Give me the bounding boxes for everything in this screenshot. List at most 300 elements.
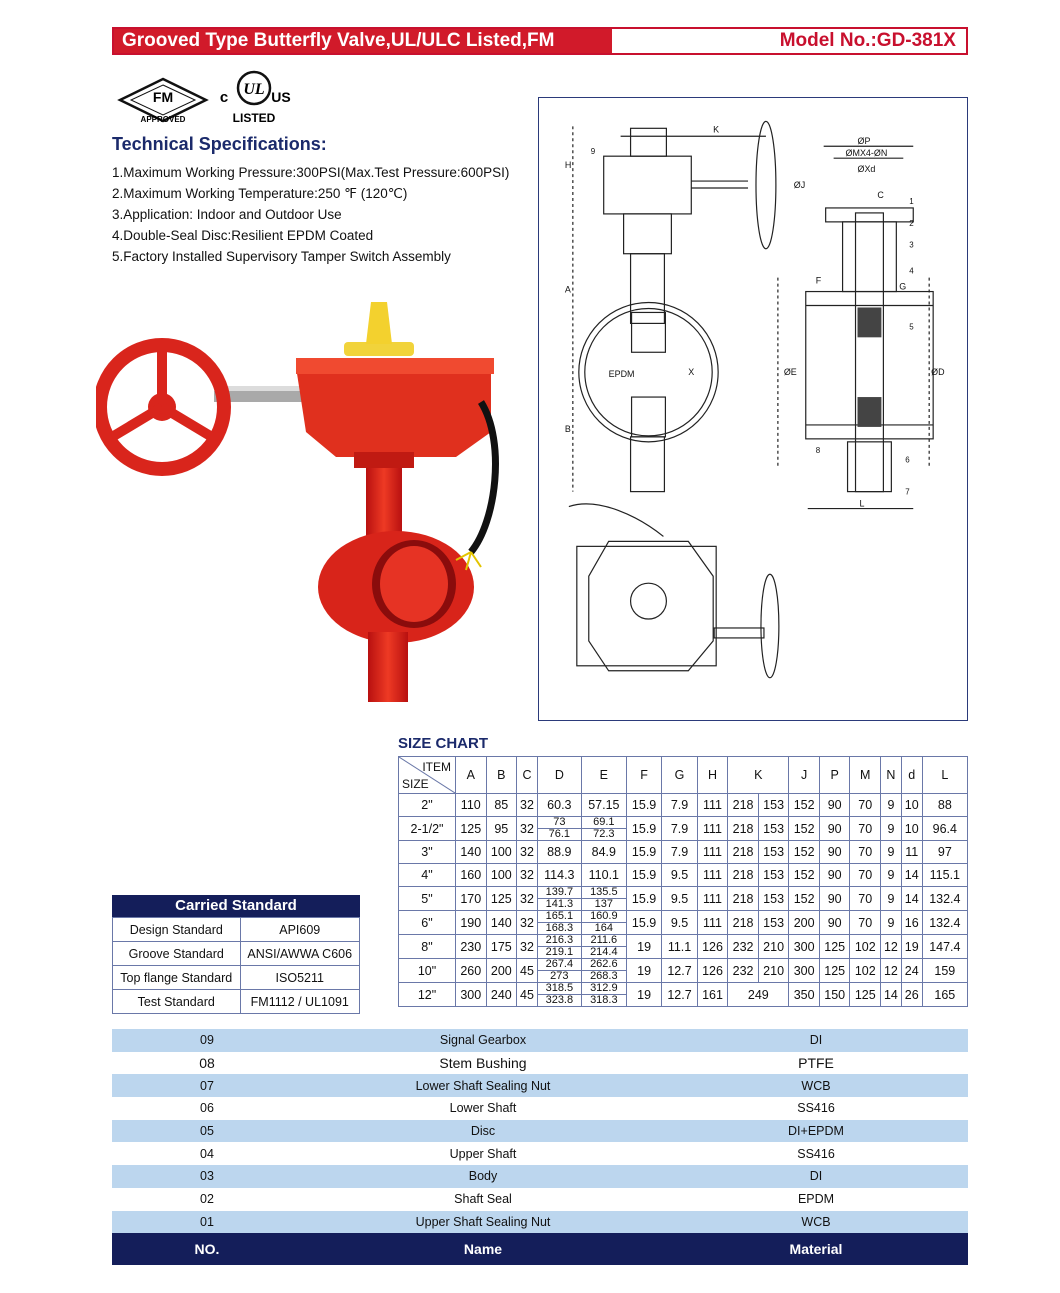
standard-value: ANSI/AWWA C606 bbox=[240, 942, 360, 966]
parts-row bbox=[112, 1097, 968, 1120]
dim-label: C bbox=[877, 189, 884, 200]
cell-h: 111 bbox=[697, 817, 728, 841]
cell-j: 152 bbox=[789, 864, 820, 887]
cell-e bbox=[581, 935, 626, 959]
table-row bbox=[399, 911, 968, 935]
standard-type: Design Standard bbox=[113, 918, 241, 942]
spec-item: 1.Maximum Working Pressure:300PSI(Max.Test Pressure:600PSI) bbox=[112, 165, 510, 180]
dim-label: G bbox=[899, 281, 907, 292]
dim-label: B bbox=[564, 423, 571, 434]
cell-h: 111 bbox=[697, 794, 728, 817]
cell-value: 318.5 bbox=[538, 983, 581, 995]
cell-value: 323.8 bbox=[545, 994, 574, 1006]
cell-j: 152 bbox=[789, 817, 820, 841]
cell-value: 69.1 bbox=[582, 817, 626, 829]
dim-label: A bbox=[564, 284, 571, 295]
ul-c: c bbox=[219, 89, 229, 106]
cell-a: 140 bbox=[456, 841, 487, 864]
cell-l: 88 bbox=[922, 794, 967, 817]
size-cell: 12" bbox=[399, 983, 456, 1007]
size-cell: 5" bbox=[399, 887, 456, 911]
size-chart-header-row bbox=[399, 757, 968, 794]
cell-f: 15.9 bbox=[626, 817, 661, 841]
cell-k: 153 bbox=[758, 864, 789, 887]
dim-label: EPDM bbox=[608, 369, 635, 380]
cell-value: 76.1 bbox=[548, 828, 571, 840]
part-callout: 5 bbox=[909, 322, 914, 332]
cell-g: 7.9 bbox=[662, 841, 697, 864]
table-row bbox=[399, 817, 968, 841]
part-no: 04 bbox=[200, 1146, 214, 1161]
table-row bbox=[399, 841, 968, 864]
cell-a: 125 bbox=[456, 817, 487, 841]
part-material: WCB bbox=[801, 1078, 831, 1093]
spec-item: 2.Maximum Working Temperature:250 ℉ (120℃) bbox=[112, 186, 408, 201]
cell-e bbox=[581, 983, 626, 1007]
size-chart-col-header: G bbox=[662, 757, 697, 794]
part-callout: 7 bbox=[905, 487, 910, 497]
size-chart-col-header: d bbox=[901, 757, 922, 794]
cell-f: 15.9 bbox=[626, 911, 661, 935]
size-cell: 6" bbox=[399, 911, 456, 935]
cell-h: 126 bbox=[697, 959, 728, 983]
cell-n: 9 bbox=[881, 794, 902, 817]
parts-row bbox=[112, 1029, 968, 1052]
cell-l: 147.4 bbox=[922, 935, 967, 959]
fm-sub: APPROVED bbox=[140, 115, 186, 124]
cell-value: 160.9 bbox=[582, 911, 626, 923]
cell-d: 24 bbox=[901, 959, 922, 983]
size-cell: 4" bbox=[399, 864, 456, 887]
part-callout: 3 bbox=[909, 240, 914, 250]
size-cell: 8" bbox=[399, 935, 456, 959]
cell-n: 12 bbox=[881, 959, 902, 983]
model-number: Model No.:GD-381X bbox=[779, 30, 956, 51]
cell-h: 111 bbox=[697, 864, 728, 887]
part-name: Lower Shaft bbox=[449, 1101, 517, 1116]
cell-e bbox=[581, 959, 626, 983]
cell-k: 218 bbox=[728, 817, 759, 841]
cell-c: 32 bbox=[517, 817, 538, 841]
parts-list bbox=[112, 1029, 968, 1265]
cell-f: 19 bbox=[626, 983, 661, 1007]
table-row bbox=[113, 942, 360, 966]
size-chart-col-header: J bbox=[789, 757, 820, 794]
cell-k: 232 bbox=[728, 935, 759, 959]
header-banner bbox=[112, 27, 968, 75]
part-material: SS416 bbox=[797, 1101, 835, 1116]
cell-l: 132.4 bbox=[922, 887, 967, 911]
cell-d bbox=[537, 817, 581, 841]
cell-g: 7.9 bbox=[662, 817, 697, 841]
table-row bbox=[399, 983, 968, 1007]
cell-d bbox=[537, 983, 581, 1007]
standard-type: Groove Standard bbox=[113, 942, 241, 966]
part-material: DI bbox=[809, 1033, 823, 1048]
part-name: Shaft Seal bbox=[454, 1192, 512, 1207]
cell-k: 218 bbox=[728, 841, 759, 864]
standard-type: Test Standard bbox=[113, 990, 241, 1014]
cell-k: 210 bbox=[758, 959, 789, 983]
cell-k: 232 bbox=[728, 959, 759, 983]
cell-b: 100 bbox=[486, 864, 517, 887]
dim-label: F bbox=[815, 275, 822, 286]
valve-product-image bbox=[96, 292, 536, 722]
parts-row bbox=[112, 1165, 968, 1188]
table-row bbox=[399, 887, 968, 911]
cell-a: 110 bbox=[456, 794, 487, 817]
cell-value: 141.3 bbox=[545, 898, 574, 910]
size-cell: 2" bbox=[399, 794, 456, 817]
cell-d: 14 bbox=[901, 887, 922, 911]
cell-value: 312.9 bbox=[582, 983, 626, 995]
cell-f: 15.9 bbox=[626, 794, 661, 817]
dim-label: K bbox=[713, 124, 720, 135]
cell-l: 115.1 bbox=[922, 864, 967, 887]
cell-l: 159 bbox=[922, 959, 967, 983]
part-no: 01 bbox=[200, 1214, 214, 1229]
spec-title: Technical Specifications: bbox=[112, 134, 327, 154]
table-row bbox=[113, 918, 360, 942]
part-callout: 6 bbox=[905, 455, 910, 465]
dim-label: ØD bbox=[931, 367, 945, 378]
cell-p: 150 bbox=[819, 983, 850, 1007]
cell-p: 90 bbox=[819, 817, 850, 841]
part-callout: 9 bbox=[590, 147, 596, 157]
technical-drawing bbox=[538, 97, 968, 721]
cell-g: 9.5 bbox=[662, 887, 697, 911]
size-chart-col-header: A bbox=[456, 757, 487, 794]
cell-m: 70 bbox=[850, 794, 881, 817]
cell-a: 160 bbox=[456, 864, 487, 887]
cell-d bbox=[537, 935, 581, 959]
dim-label: X bbox=[688, 367, 695, 378]
cell-b: 140 bbox=[486, 911, 517, 935]
cell-m: 70 bbox=[850, 817, 881, 841]
cell-j: 350 bbox=[789, 983, 820, 1007]
cell-m: 70 bbox=[850, 887, 881, 911]
part-no: 06 bbox=[200, 1101, 214, 1116]
cell-n: 9 bbox=[881, 841, 902, 864]
cell-value: 216.3 bbox=[538, 935, 581, 947]
cell-b: 175 bbox=[486, 935, 517, 959]
cell-value: 165.1 bbox=[538, 911, 581, 923]
cell-value: 73 bbox=[538, 817, 581, 829]
part-no: 02 bbox=[200, 1192, 214, 1207]
cell-f: 19 bbox=[626, 959, 661, 983]
cell-n: 12 bbox=[881, 935, 902, 959]
cell-n: 9 bbox=[881, 864, 902, 887]
cell-e bbox=[581, 817, 626, 841]
cell-d: 114.3 bbox=[537, 864, 581, 887]
corner-size-label: SIZE bbox=[402, 777, 429, 791]
cell-value: 267.4 bbox=[538, 959, 581, 971]
cell-e: 84.9 bbox=[581, 841, 626, 864]
part-name: Disc bbox=[470, 1124, 496, 1139]
cell-b: 125 bbox=[486, 887, 517, 911]
carried-standard-table bbox=[112, 917, 360, 1014]
cell-f: 15.9 bbox=[626, 887, 661, 911]
cell-m: 102 bbox=[850, 935, 881, 959]
ul-us: US bbox=[271, 89, 291, 105]
cell-value: 135.5 bbox=[582, 887, 626, 899]
cell-value: 72.3 bbox=[593, 828, 615, 840]
cell-value: 268.3 bbox=[590, 970, 618, 982]
table-row bbox=[399, 794, 968, 817]
cell-value: 137 bbox=[594, 898, 613, 910]
part-name: Upper Shaft Sealing Nut bbox=[415, 1214, 551, 1229]
table-row bbox=[399, 935, 968, 959]
size-chart-col-header: L bbox=[922, 757, 967, 794]
product-title: Grooved Type Butterfly Valve,UL/ULC Listed,FM Approved bbox=[114, 29, 612, 53]
part-no: 08 bbox=[199, 1055, 215, 1072]
cell-j: 152 bbox=[789, 794, 820, 817]
cell-l: 96.4 bbox=[922, 817, 967, 841]
size-cell: 3" bbox=[399, 841, 456, 864]
cell-h: 111 bbox=[697, 887, 728, 911]
table-row bbox=[399, 959, 968, 983]
size-chart-title: SIZE CHART bbox=[398, 735, 488, 752]
size-chart-col-header: D bbox=[537, 757, 581, 794]
size-chart-col-header: E bbox=[581, 757, 626, 794]
part-name: Signal Gearbox bbox=[439, 1033, 527, 1048]
cell-a: 190 bbox=[456, 911, 487, 935]
cell-k: 153 bbox=[758, 841, 789, 864]
ul-sub: LISTED bbox=[232, 111, 276, 125]
part-no: 03 bbox=[200, 1169, 214, 1184]
cell-a: 230 bbox=[456, 935, 487, 959]
size-cell: 2-1/2" bbox=[399, 817, 456, 841]
cell-b: 95 bbox=[486, 817, 517, 841]
cell-j: 200 bbox=[789, 911, 820, 935]
cell-k: 153 bbox=[758, 887, 789, 911]
table-row bbox=[399, 864, 968, 887]
cell-b: 85 bbox=[486, 794, 517, 817]
cell-e: 57.15 bbox=[581, 794, 626, 817]
cell-c: 32 bbox=[517, 864, 538, 887]
dim-label: ØE bbox=[783, 367, 797, 378]
cell-n: 9 bbox=[881, 817, 902, 841]
cell-c: 32 bbox=[517, 841, 538, 864]
cell-a: 300 bbox=[456, 983, 487, 1007]
cell-n: 9 bbox=[881, 911, 902, 935]
dim-label: ØP bbox=[857, 136, 871, 147]
cell-f: 15.9 bbox=[626, 864, 661, 887]
size-chart-col-header: F bbox=[626, 757, 661, 794]
cell-d: 60.3 bbox=[537, 794, 581, 817]
cell-d: 88.9 bbox=[537, 841, 581, 864]
cell-d: 11 bbox=[901, 841, 922, 864]
cell-f: 15.9 bbox=[626, 841, 661, 864]
cell-l: 165 bbox=[922, 983, 967, 1007]
ul-mark: UL bbox=[243, 81, 265, 98]
part-no: 07 bbox=[200, 1078, 214, 1093]
cell-p: 125 bbox=[819, 935, 850, 959]
cell-value: 168.3 bbox=[545, 922, 574, 934]
cell-l: 132.4 bbox=[922, 911, 967, 935]
parts-header-row bbox=[112, 1233, 968, 1265]
cell-p: 90 bbox=[819, 864, 850, 887]
cell-k: 210 bbox=[758, 935, 789, 959]
cell-m: 70 bbox=[850, 864, 881, 887]
size-chart-col-header: K bbox=[728, 757, 789, 794]
cell-p: 90 bbox=[819, 841, 850, 864]
cell-a: 260 bbox=[456, 959, 487, 983]
cell-value: 318.3 bbox=[590, 994, 618, 1006]
size-chart-col-header: C bbox=[517, 757, 538, 794]
cell-c: 32 bbox=[517, 887, 538, 911]
cell-h: 126 bbox=[697, 935, 728, 959]
parts-header-material: Material bbox=[789, 1241, 843, 1258]
cell-j: 300 bbox=[789, 935, 820, 959]
cell-m: 125 bbox=[850, 983, 881, 1007]
cell-value: 273 bbox=[550, 970, 569, 982]
cell-d bbox=[537, 887, 581, 911]
size-chart-col-header: H bbox=[697, 757, 728, 794]
parts-row bbox=[112, 1120, 968, 1143]
part-material: EPDM bbox=[797, 1192, 835, 1207]
parts-row bbox=[112, 1142, 968, 1165]
cell-e bbox=[581, 911, 626, 935]
dim-label: H bbox=[564, 160, 572, 171]
cell-e: 110.1 bbox=[581, 864, 626, 887]
cell-h: 161 bbox=[697, 983, 728, 1007]
cell-f: 19 bbox=[626, 935, 661, 959]
cell-k: 218 bbox=[728, 911, 759, 935]
table-row bbox=[113, 990, 360, 1014]
parts-row bbox=[112, 1074, 968, 1097]
part-name: Lower Shaft Sealing Nut bbox=[415, 1078, 551, 1093]
parts-row bbox=[112, 1188, 968, 1211]
cell-value: 211.6 bbox=[582, 935, 626, 947]
part-name: Stem Bushing bbox=[439, 1055, 527, 1072]
cell-m: 70 bbox=[850, 911, 881, 935]
spec-item: 3.Application: Indoor and Outdoor Use bbox=[112, 207, 342, 222]
spec-list bbox=[112, 162, 509, 267]
size-chart-col-header: M bbox=[850, 757, 881, 794]
part-callout: 2 bbox=[909, 218, 914, 228]
cell-g: 9.5 bbox=[662, 911, 697, 935]
cell-j: 300 bbox=[789, 959, 820, 983]
cell-l: 97 bbox=[922, 841, 967, 864]
standard-value: FM1112 / UL1091 bbox=[240, 990, 360, 1014]
dim-label: ØXd bbox=[857, 164, 876, 175]
part-name: Body bbox=[468, 1169, 498, 1184]
cell-d bbox=[537, 911, 581, 935]
cell-e bbox=[581, 887, 626, 911]
size-chart-corner bbox=[399, 757, 456, 794]
cell-n: 9 bbox=[881, 887, 902, 911]
cell-b: 200 bbox=[486, 959, 517, 983]
part-no: 05 bbox=[200, 1124, 214, 1139]
size-chart-table bbox=[398, 756, 968, 1007]
cell-k: 218 bbox=[728, 864, 759, 887]
cell-value: 262.6 bbox=[582, 959, 626, 971]
table-row bbox=[113, 966, 360, 990]
fm-text: FM bbox=[152, 89, 174, 105]
size-chart-col-header: N bbox=[881, 757, 902, 794]
part-material: SS416 bbox=[797, 1146, 835, 1161]
cell-value: 139.7 bbox=[538, 887, 581, 899]
dim-label: ØJ bbox=[793, 180, 806, 191]
ul-listed-logo bbox=[216, 66, 292, 126]
cell-d: 14 bbox=[901, 864, 922, 887]
parts-row bbox=[112, 1052, 968, 1075]
standard-value: ISO5211 bbox=[240, 966, 360, 990]
cell-k: 153 bbox=[758, 794, 789, 817]
size-chart-col-header: B bbox=[486, 757, 517, 794]
cell-h: 111 bbox=[697, 911, 728, 935]
cell-h: 111 bbox=[697, 841, 728, 864]
dim-label: L bbox=[859, 498, 865, 509]
cell-d: 19 bbox=[901, 935, 922, 959]
part-material: PTFE bbox=[798, 1055, 834, 1072]
standard-type: Top flange Standard bbox=[113, 966, 241, 990]
cell-c: 45 bbox=[517, 983, 538, 1007]
part-material: DI bbox=[809, 1169, 823, 1184]
parts-header-no: NO. bbox=[194, 1241, 220, 1258]
cell-p: 125 bbox=[819, 959, 850, 983]
cell-g: 7.9 bbox=[662, 794, 697, 817]
part-callout: 1 bbox=[909, 196, 914, 206]
cell-value: 219.1 bbox=[545, 946, 574, 958]
cell-c: 32 bbox=[517, 911, 538, 935]
corner-item-label: ITEM bbox=[422, 760, 451, 774]
cell-b: 240 bbox=[486, 983, 517, 1007]
cell-k: 218 bbox=[728, 887, 759, 911]
dim-label: ØMX4-ØN bbox=[845, 148, 888, 159]
part-material: WCB bbox=[801, 1214, 831, 1229]
spec-item: 5.Factory Installed Supervisory Tamper Switch Assembly bbox=[112, 249, 451, 264]
cell-m: 70 bbox=[850, 841, 881, 864]
cell-p: 90 bbox=[819, 887, 850, 911]
cell-k: 153 bbox=[758, 817, 789, 841]
cell-k: 153 bbox=[758, 911, 789, 935]
cell-c: 32 bbox=[517, 794, 538, 817]
cell-n: 14 bbox=[881, 983, 902, 1007]
cell-value: 164 bbox=[594, 922, 613, 934]
cell-a: 170 bbox=[456, 887, 487, 911]
standard-value: API609 bbox=[240, 918, 360, 942]
fm-approved-logo bbox=[117, 76, 209, 124]
cell-g: 9.5 bbox=[662, 864, 697, 887]
cell-k: 218 bbox=[728, 794, 759, 817]
size-chart-col-header: P bbox=[819, 757, 850, 794]
part-callout: 4 bbox=[909, 266, 914, 276]
cell-c: 32 bbox=[517, 935, 538, 959]
part-material: DI+EPDM bbox=[788, 1124, 844, 1139]
cell-g: 11.1 bbox=[662, 935, 697, 959]
cell-k: 249 bbox=[728, 983, 789, 1007]
cell-p: 90 bbox=[819, 794, 850, 817]
carried-standard-title: Carried Standard bbox=[112, 895, 360, 917]
cell-d: 16 bbox=[901, 911, 922, 935]
cell-g: 12.7 bbox=[662, 983, 697, 1007]
parts-header-name: Name bbox=[463, 1241, 503, 1258]
carried-standard bbox=[112, 895, 360, 1014]
cell-c: 45 bbox=[517, 959, 538, 983]
parts-row bbox=[112, 1211, 968, 1234]
cell-d bbox=[537, 959, 581, 983]
cell-j: 152 bbox=[789, 887, 820, 911]
part-name: Upper Shaft bbox=[449, 1146, 517, 1161]
size-cell: 10" bbox=[399, 959, 456, 983]
cell-d: 10 bbox=[901, 817, 922, 841]
part-no: 09 bbox=[200, 1033, 214, 1048]
part-callout: 8 bbox=[815, 445, 821, 455]
cell-value: 214.4 bbox=[590, 946, 618, 958]
cell-m: 102 bbox=[850, 959, 881, 983]
